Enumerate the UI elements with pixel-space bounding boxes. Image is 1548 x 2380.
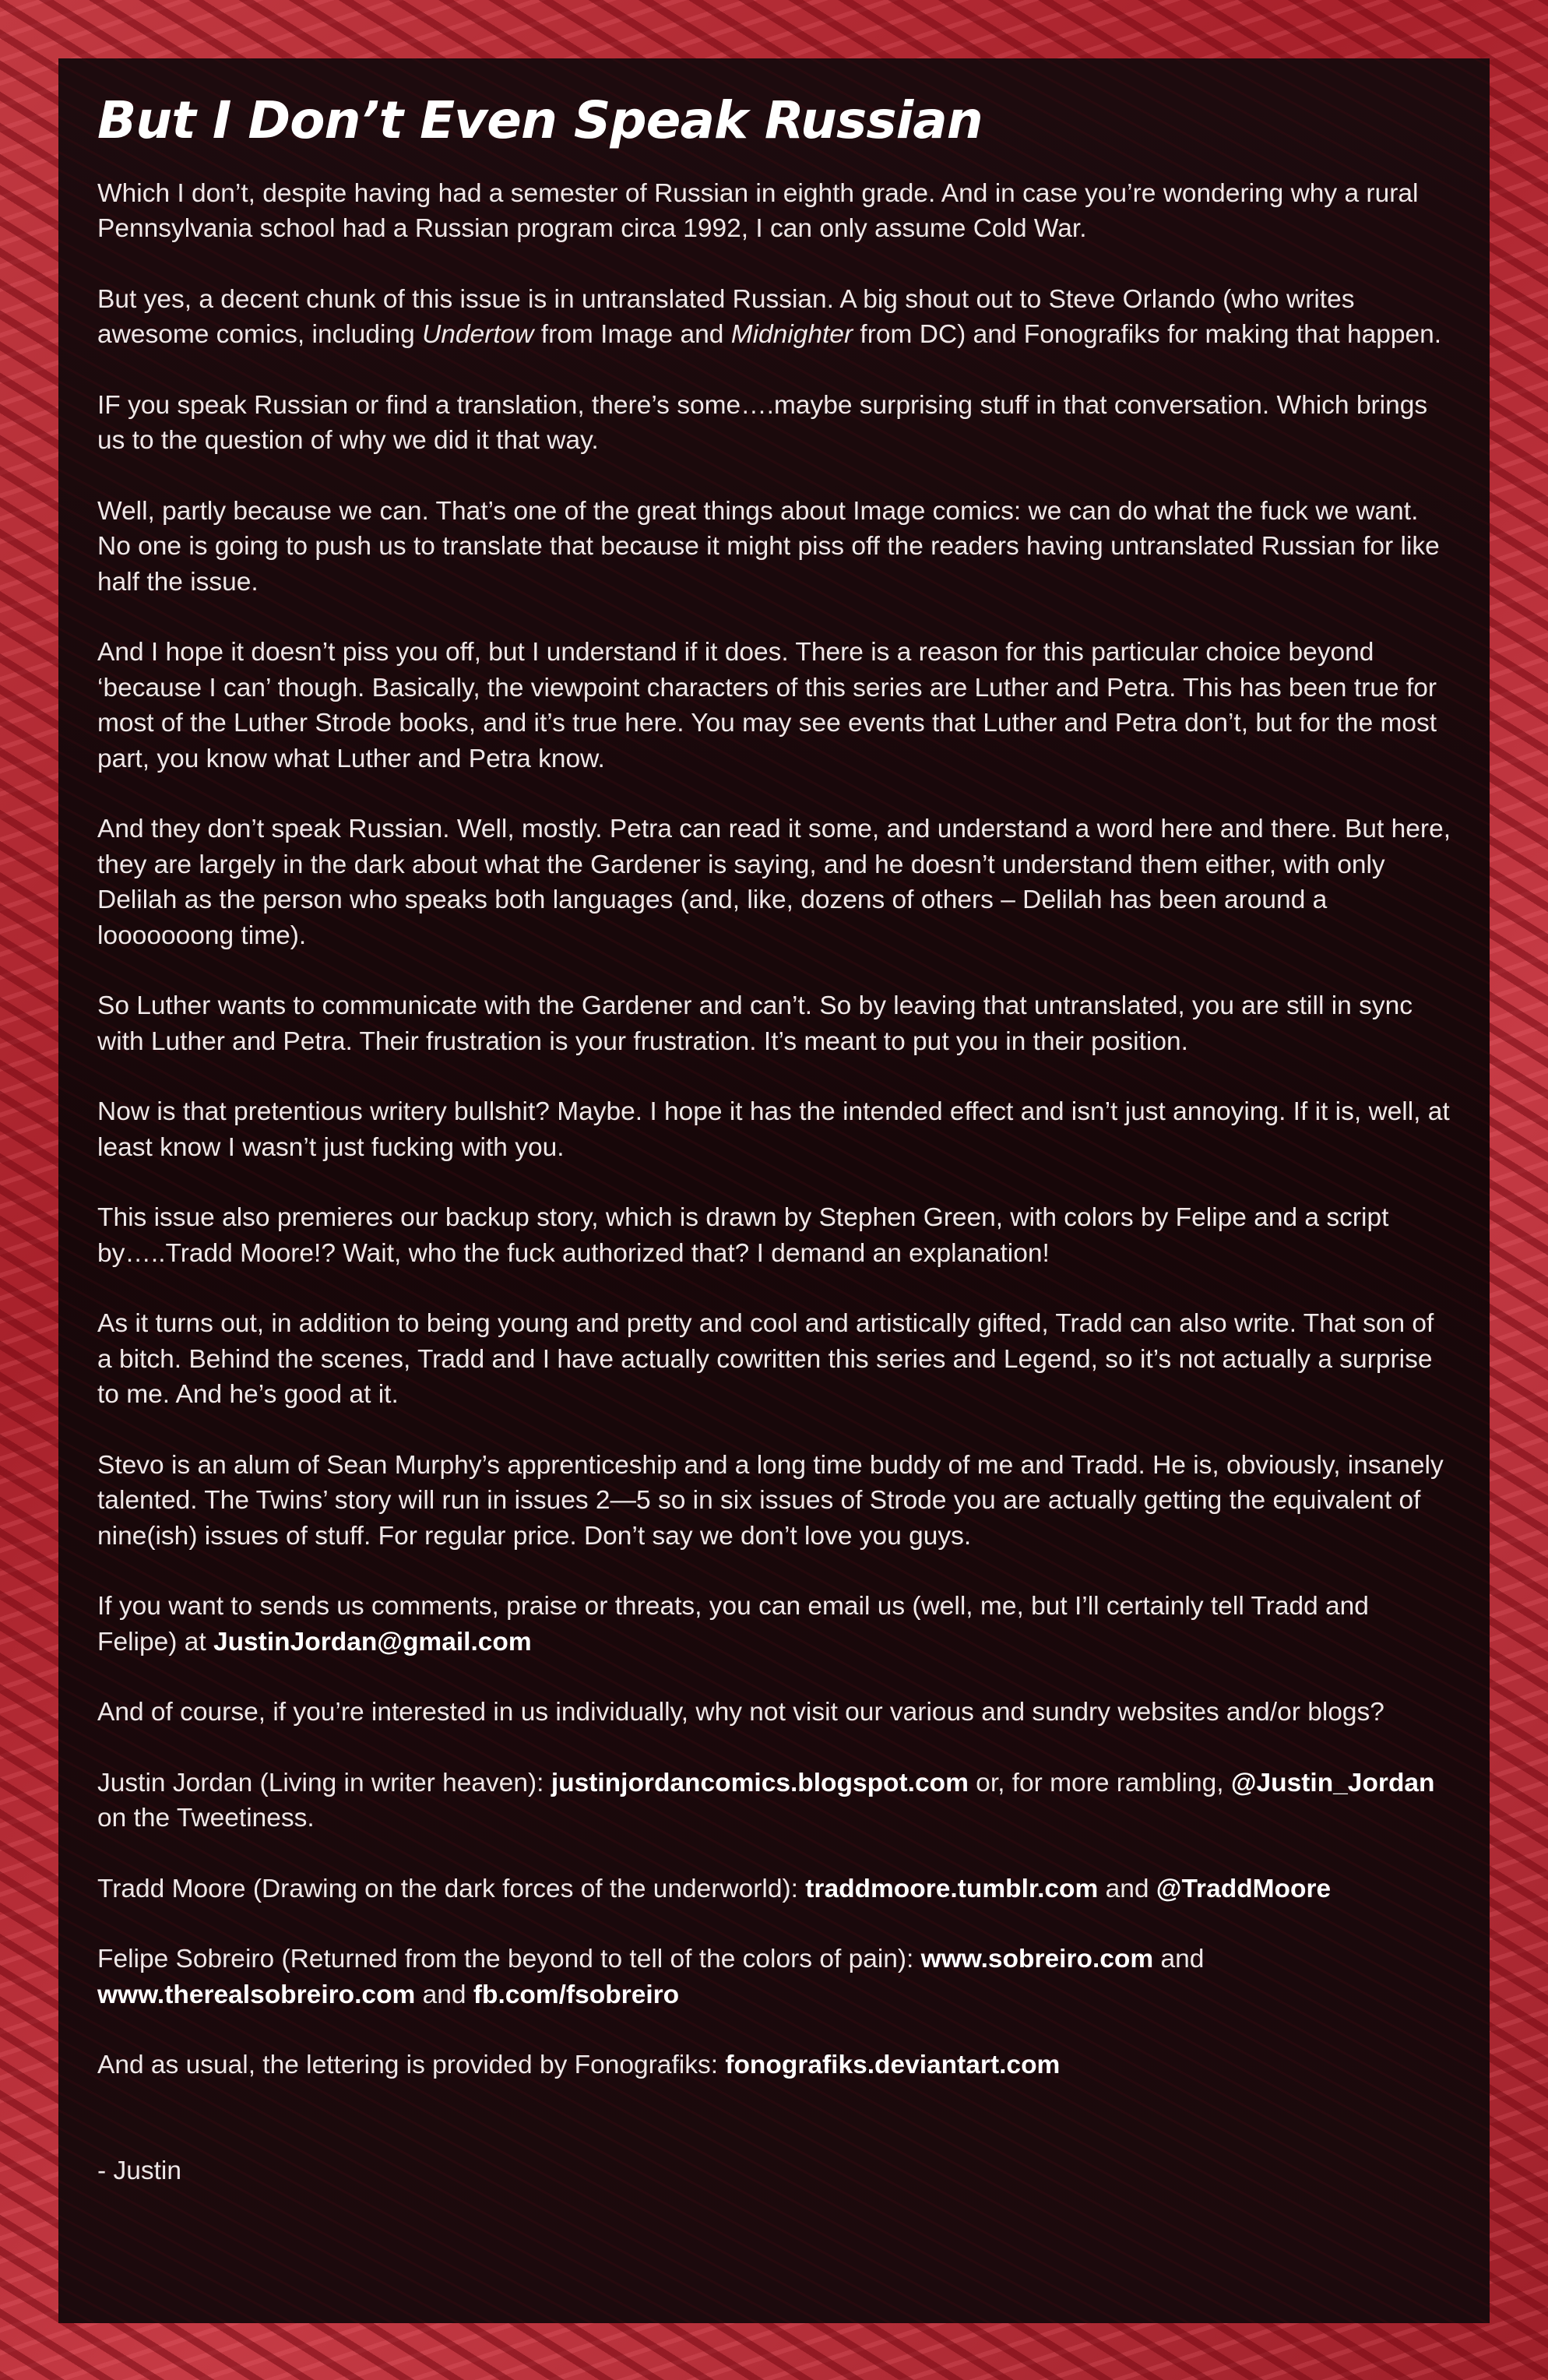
email-link[interactable]: JustinJordan@gmail.com (213, 1627, 532, 1656)
paragraph-13: And of course, if you’re interested in us individually, why not visit our various and sundry websites and/or blogs? (97, 1698, 1384, 1727)
tradd-tumblr-link[interactable]: traddmoore.tumblr.com (805, 1874, 1099, 1903)
paragraph-8: Now is that pretentious writery bullshit? Maybe. I hope it has the intended effect and isn’t just annoying. If it is, well, at least know I wasn’t just fucking with you. (97, 1097, 1450, 1162)
paragraph-15 (97, 1871, 1451, 1907)
paragraph-1: Which I don’t, despite having had a semester of Russian in eighth grade. And in case you’re wondering why a rural Pennsylvania school had a Russian program circa 1992, I can only assume Cold War. (97, 178, 1419, 244)
letter-panel (58, 58, 1490, 2323)
paragraph-16-text-b: and (1153, 1945, 1205, 1974)
fonografiks-link[interactable]: fonografiks.deviantart.com (725, 2051, 1061, 2080)
paragraph-16-text-c: and (415, 1980, 473, 2009)
signoff: - Justin (97, 2156, 181, 2185)
paragraph-3: IF you speak Russian or find a translation, there’s some….maybe surprising stuff in that conversation. Which brings us to the question of why we did it that way. (97, 390, 1428, 456)
justin-twitter-link[interactable]: @Justin_Jordan (1230, 1768, 1435, 1797)
paragraph-14-text-b: or, for more rambling, (968, 1768, 1231, 1797)
justin-blog-link[interactable]: justinjordancomics.blogspot.com (551, 1768, 969, 1797)
paragraph-12 (97, 1589, 1451, 1660)
paragraph-9: This issue also premieres our backup story, which is drawn by Stephen Green, with colors by Felipe and a script by…..Tradd Moore!? Wait, who the fuck authorized that? I demand an explanation! (97, 1203, 1389, 1268)
page-title: But I Don’t Even Speak Russian (97, 90, 983, 150)
undertow-title: Undertow (422, 320, 534, 350)
paragraph-16 (97, 1942, 1451, 2012)
paragraph-15-text-b: and (1098, 1874, 1156, 1903)
midnighter-title: Midnighter (730, 320, 853, 350)
paragraph-14-text-c: on the Tweetiness. (97, 1804, 315, 1833)
paragraph-16-text-a: Felipe Sobreiro (Returned from the beyond to tell of the colors of pain): (97, 1945, 921, 1974)
paragraph-11: Stevo is an alum of Sean Murphy’s apprenticeship and a long time buddy of me and Tradd. He is, obviously, insanely talented. The Twins’ story will run in issues 2—5 so in six issues of Strode you are actually getting the equivalent of nine(ish) issues of stuff. For regular price. Don’t say we don’t love you guys. (97, 1450, 1444, 1551)
felipe-facebook-link[interactable]: fb.com/fsobreiro (473, 1980, 680, 2009)
paragraph-6: And they don’t speak Russian. Well, mostly. Petra can read it some, and understand a word here and there. But here, they are largely in the dark about what the Gardener is saying, and he doesn’t understand them either, with only Delilah as the person who speaks both languages (and, like, dozens of others – Delilah has been around a looooooong time). (97, 815, 1451, 950)
paragraph-17-text: And as usual, the lettering is provided by Fonografiks: (97, 2051, 726, 2080)
paragraph-14-text-a: Justin Jordan (Living in writer heaven): (97, 1768, 551, 1797)
paragraph-2-text-b: from Image and (533, 320, 731, 350)
paragraph-4: Well, partly because we can. That’s one of the great things about Image comics: we can do what the fuck we want. No one is going to push us to translate that because it might piss off the readers having untranslated Russian for like half the issue. (97, 496, 1440, 597)
paragraph-2 (97, 282, 1451, 353)
paragraph-5: And I hope it doesn’t piss you off, but I understand if it does. There is a reason for this particular choice beyond ‘because I can’ though. Basically, the viewpoint characters of this series are Luther and Petra. This has been true for most of the Luther Strode books, and it’s true here. You may see events that Luther and Petra don’t, but for the most part, you know what Luther and Petra know. (97, 638, 1437, 773)
felipe-site2-link[interactable]: www.therealsobreiro.com (97, 1980, 416, 2009)
paragraph-10: As it turns out, in addition to being young and pretty and cool and artistically gifted, Tradd can also write. That son of a bitch. Behind the scenes, Tradd and I have actually cowritten this series and Legend, so it’s not actually a surprise to me. And he’s good at it. (97, 1309, 1434, 1410)
paragraph-7: So Luther wants to communicate with the Gardener and can’t. So by leaving that untranslated, you are still in sync with Luther and Petra. Their frustration is your frustration. It’s meant to put you in their position. (97, 991, 1413, 1056)
tradd-twitter-link[interactable]: @TraddMoore (1156, 1874, 1332, 1903)
paragraph-17 (97, 2047, 1451, 2083)
felipe-site-link[interactable]: www.sobreiro.com (920, 1945, 1154, 1974)
paragraph-2-text-a: But yes, a decent chunk of this issue is in untranslated Russian. A big shout out to Steve Orlando (who writes awesome comics, including (97, 284, 1355, 350)
paragraph-2-text-c: from DC) and Fonografiks for making that happen. (853, 320, 1442, 350)
paragraph-14 (97, 1766, 1451, 1836)
paragraph-12-text: If you want to sends us comments, praise or threats, you can email us (well, me, but I’ll certainly tell Tradd and Felipe) at (97, 1592, 1369, 1656)
paragraph-15-text-a: Tradd Moore (Drawing on the dark forces of the underworld): (97, 1874, 806, 1903)
